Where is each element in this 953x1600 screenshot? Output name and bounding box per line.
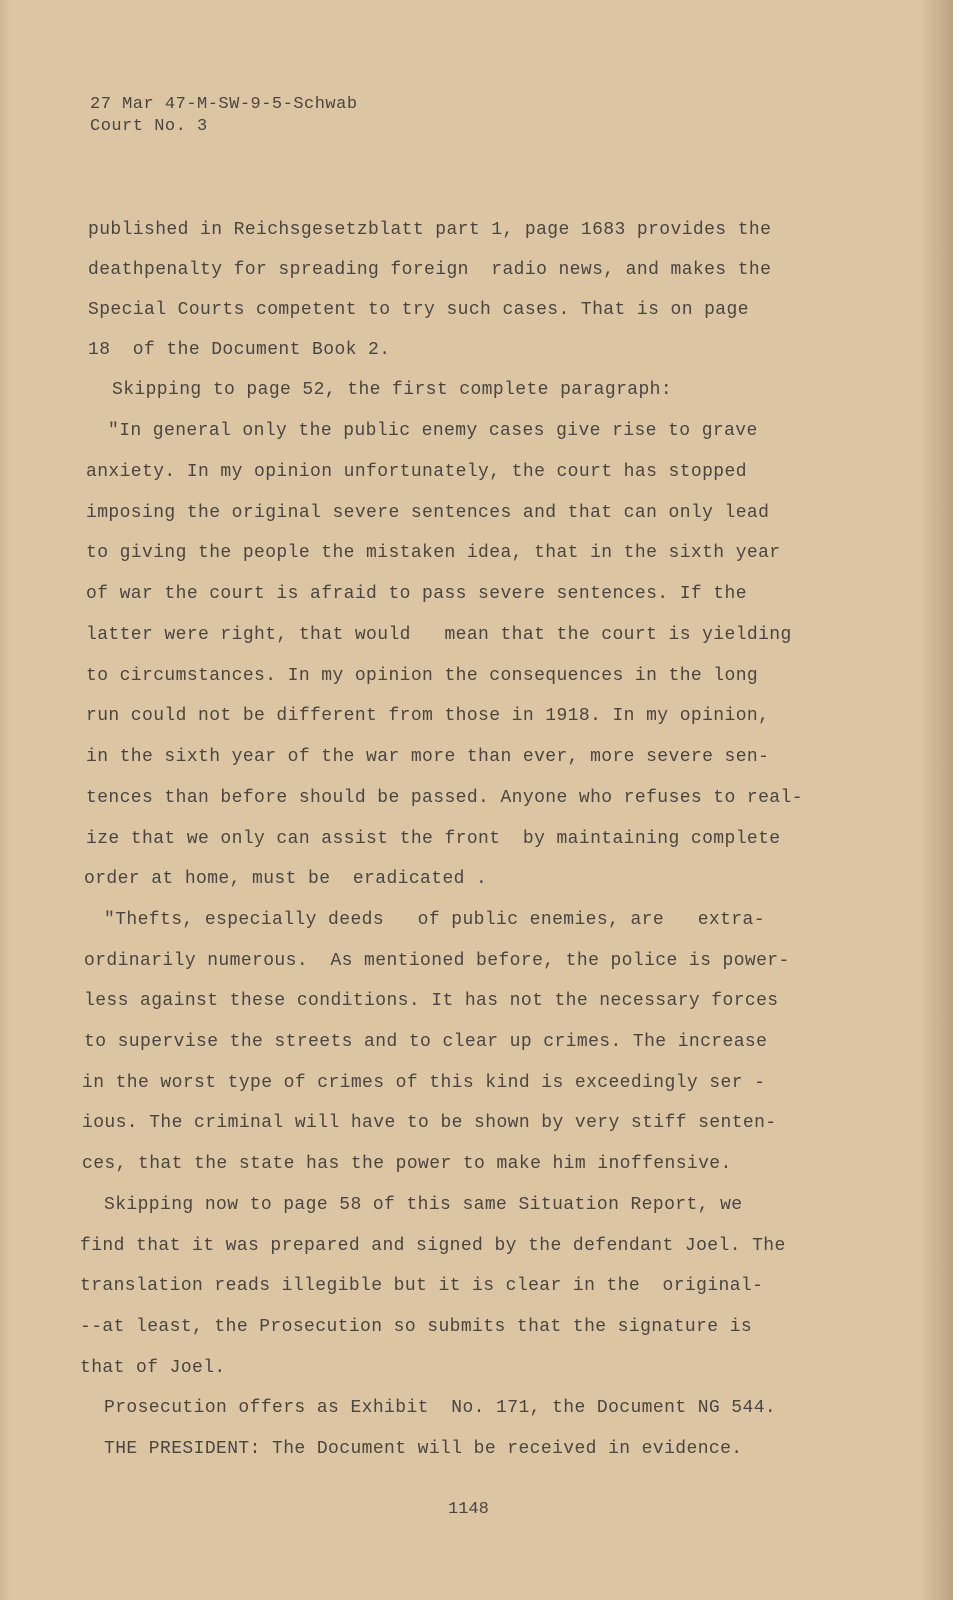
body-line: --at least, the Prosecution so submits that the signature is xyxy=(80,1317,753,1337)
body-line: in the worst type of crimes of this kind is exceedingly ser - xyxy=(82,1073,766,1093)
body-line: ces, that the state has the power to make him inoffensive. xyxy=(82,1154,732,1174)
header-court-number: Court No. 3 xyxy=(90,117,208,136)
body-line: find that it was prepared and signed by the defendant Joel. The xyxy=(80,1236,786,1256)
body-line: deathpenalty for spreading foreign radio news, and makes the xyxy=(88,260,772,280)
body-line: "In general only the public enemy cases give rise to grave xyxy=(108,421,758,441)
body-line: ordinarily numerous. As mentioned before, the police is power- xyxy=(84,951,790,971)
body-line: to giving the people the mistaken idea, that in the sixth year xyxy=(86,543,781,563)
body-line: run could not be different from those in 1918. In my opinion, xyxy=(86,706,770,726)
body-line: Skipping now to page 58 of this same Situation Report, we xyxy=(104,1195,743,1215)
page-left-edge-shadow xyxy=(0,0,10,1600)
body-line: translation reads illegible but it is clear in the original- xyxy=(80,1276,764,1296)
body-line: ious. The criminal will have to be shown by very stiff senten- xyxy=(82,1113,777,1133)
document-header xyxy=(90,94,358,138)
body-line: Special Courts competent to try such cases. That is on page xyxy=(88,300,749,320)
body-line: imposing the original severe sentences and that can only lead xyxy=(86,503,770,523)
body-line: that of Joel. xyxy=(80,1358,226,1378)
page-number: 1148 xyxy=(448,1500,489,1519)
body-line: in the sixth year of the war more than ever, more severe sen- xyxy=(86,747,770,767)
body-line: order at home, must be eradicated . xyxy=(84,869,488,889)
body-line: 18 of the Document Book 2. xyxy=(88,340,391,360)
body-line: THE PRESIDENT: The Document will be received in evidence. xyxy=(104,1439,743,1459)
body-line: anxiety. In my opinion unfortunately, the court has stopped xyxy=(86,462,747,482)
body-line: of war the court is afraid to pass severe sentences. If the xyxy=(86,584,747,604)
body-line: "Thefts, especially deeds of public enemies, are extra- xyxy=(104,910,765,930)
header-case-reference: 27 Mar 47-M-SW-9-5-Schwab xyxy=(90,95,358,114)
body-line: ize that we only can assist the front by maintaining complete xyxy=(86,829,781,849)
body-line: latter were right, that would mean that the court is yielding xyxy=(86,625,792,645)
body-line: Skipping to page 52, the first complete paragraph: xyxy=(112,380,673,400)
body-line: to circumstances. In my opinion the consequences in the long xyxy=(86,666,759,686)
body-line: tences than before should be passed. Anyone who refuses to real- xyxy=(86,788,803,808)
body-line: Prosecution offers as Exhibit No. 171, the Document NG 544. xyxy=(104,1398,777,1418)
body-line: to supervise the streets and to clear up crimes. The increase xyxy=(84,1032,768,1052)
page-right-edge-shadow xyxy=(919,0,953,1600)
body-line: published in Reichsgesetzblatt part 1, page 1683 provides the xyxy=(88,220,772,240)
body-line: less against these conditions. It has not the necessary forces xyxy=(84,991,779,1011)
